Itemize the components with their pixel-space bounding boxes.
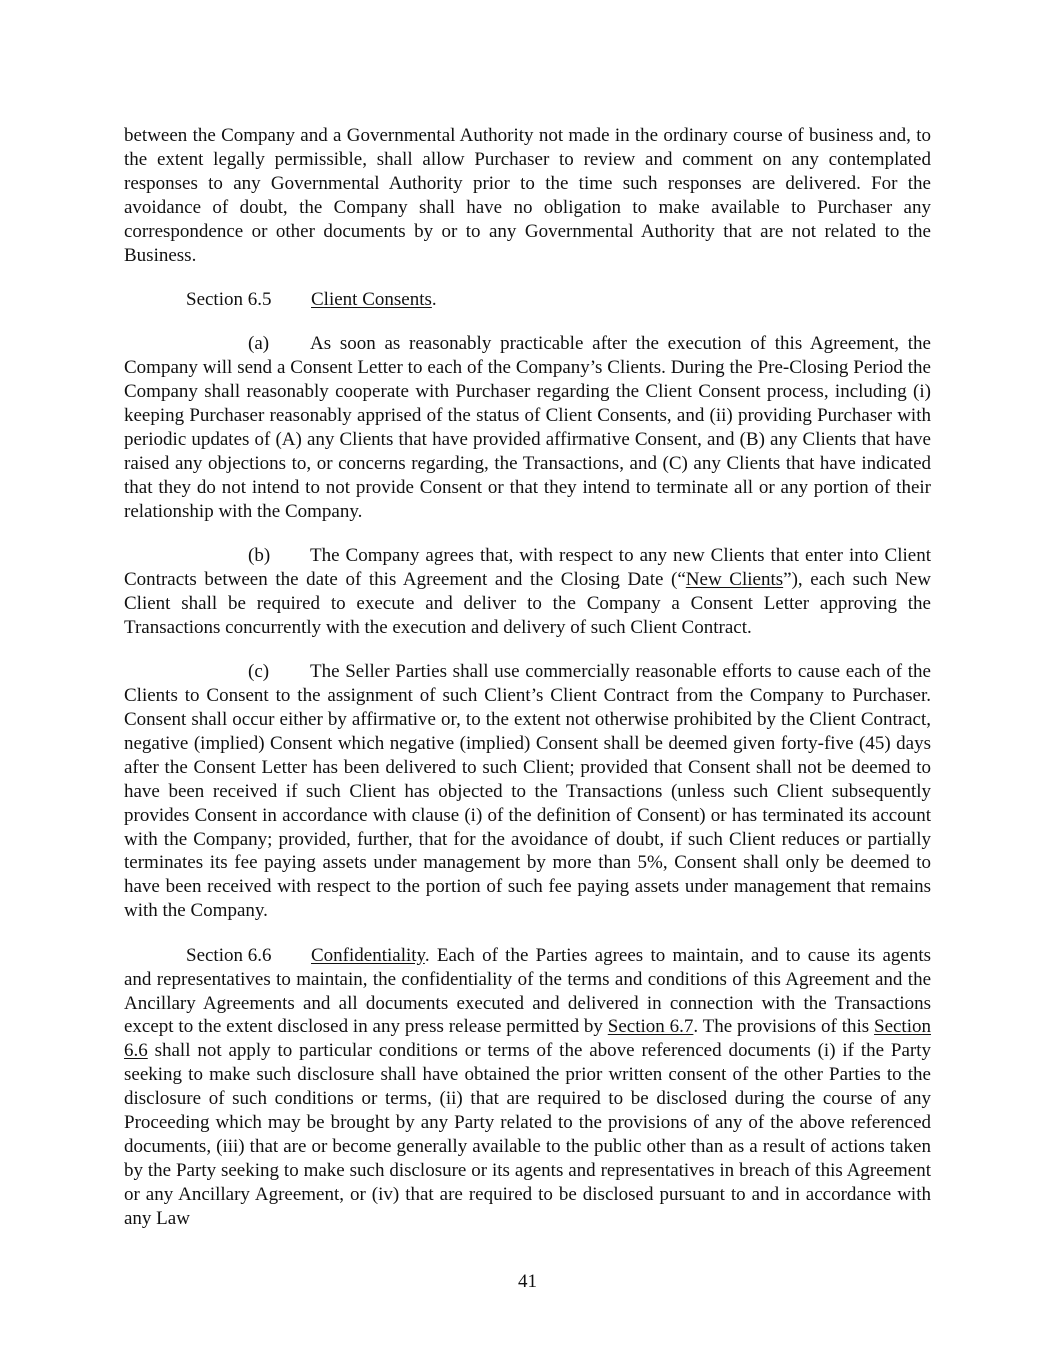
new-clients-defined-term: New Clients xyxy=(685,569,784,590)
section-6-6-text-1: . Each of the Parties agrees to maintain, and to cause its agents and representatives to maintain, the confidentiality of the terms and conditions of this Agreement and the Ancillary Agreements and all documents executed and delivered in connection with the Transactions except to the extent disclosed in any press release permitted by xyxy=(124,944,931,1038)
clause-c-text: The Seller Parties shall use commercially reasonable efforts to cause each of the Clients to Consent to the assignment of such Client’s Client Contract from the Company to Purchaser. Consent shall occur either by affirmative or, to the extent not otherwise prohibited by the Client Contract, negative (implied) Consent which negative (implied) Consent shall be deemed given forty-five (45) days after the Consent Letter has been delivered to such Client; provided that Consent shall not be deemed to have been received if such Client has objected to the Transactions (unless such Client subsequently provides Consent in accordance with clause (i) of the definition of Consent) or has terminated its account with the Company; provided, further, that for the avoidance of doubt, if such Client reduces or partially terminates its fee paying assets under management by more than 5%, Consent shall only be deemed to have been received with respect to the portion of such fee paying assets under management that remains with the Company. xyxy=(124,661,931,922)
document-page xyxy=(124,124,931,1251)
section-6-5-a-paragraph xyxy=(124,332,931,523)
clause-a-label: (a) xyxy=(248,333,270,355)
section-6-6-reference: Section 6.6 xyxy=(124,1016,931,1062)
section-6-5-number: Section 6.5 xyxy=(186,288,272,310)
section-6-5-heading xyxy=(124,288,931,312)
section-6-5-b-paragraph xyxy=(124,544,931,640)
section-6-6-title: Confidentiality xyxy=(311,944,425,966)
continuation-paragraph: between the Company and a Governmental Authority not made in the ordinary course of business and, to the extent legally permissible, shall allow Purchaser to review and comment on any contemplated responses to any Governmental Authority prior to the time such responses are delivered. For the avoidance of doubt, the Company shall have no obligation to make available to Purchaser any correspondence or other documents by or to any Governmental Authority that are not related to the Business. xyxy=(124,125,931,266)
section-6-6-paragraph xyxy=(124,944,931,1231)
section-6-5-title: Client Consents xyxy=(311,288,432,310)
clause-b-text-after: ”), each such New Client shall be required to execute and deliver to the Company a Consent Letter approving the Transactions concurrently with the execution and delivery of such Client Contract. xyxy=(124,569,932,638)
section-6-6-text-2: . The provisions of this xyxy=(693,1016,874,1038)
clause-b-text-before: The Company agrees that, with respect to any new Clients that enter into Client Contracts between the date of this Agreement and the Closing Date (“ xyxy=(124,545,931,590)
section-6-5-title-period: . xyxy=(431,288,437,310)
section-6-6-text-3: shall not apply to particular conditions or terms of the above referenced documents (i) if the Party seeking to make such disclosure shall have obtained the prior written consent of the other Parties to the disclosure of such conditions or terms, (ii) that are required to be disclosed during the course of any Proceeding which may be brought by any Party related to the provisions of any of the above referenced documents, (iii) that are or become generally available to the public other than as a result of actions taken by the Party seeking to make such disclosure or its agents and representatives in breach of this Agreement or any Ancillary Agreement, or (iv) that are required to be disclosed pursuant to and in accordance with any Law xyxy=(124,1040,931,1229)
section-6-7-reference: Section 6.7 xyxy=(607,1016,694,1038)
clause-b-label: (b) xyxy=(248,545,271,567)
section-6-6-number: Section 6.6 xyxy=(186,944,272,966)
section-6-5-c-paragraph xyxy=(124,660,931,923)
clause-a-text: As soon as reasonably practicable after the execution of this Agreement, the Company will send a Consent Letter to each of the Company’s Clients. During the Pre-Closing Period the Company shall reasonably cooperate with Purchaser regarding the Client Consent process, including (i) keeping Purchaser reasonably apprised of the status of Client Consents, and (ii) providing Purchaser with periodic updates of (A) any Clients that have provided affirmative Consent, and (B) any Clients that have raised any objections to, or concerns regarding, the Transactions, and (C) any Clients that have indicated that they do not intend to not provide Consent or that they intend to terminate all or any portion of their relationship with the Company. xyxy=(124,333,931,522)
page-number: 41 xyxy=(518,1271,537,1292)
clause-c-label: (c) xyxy=(248,661,270,683)
